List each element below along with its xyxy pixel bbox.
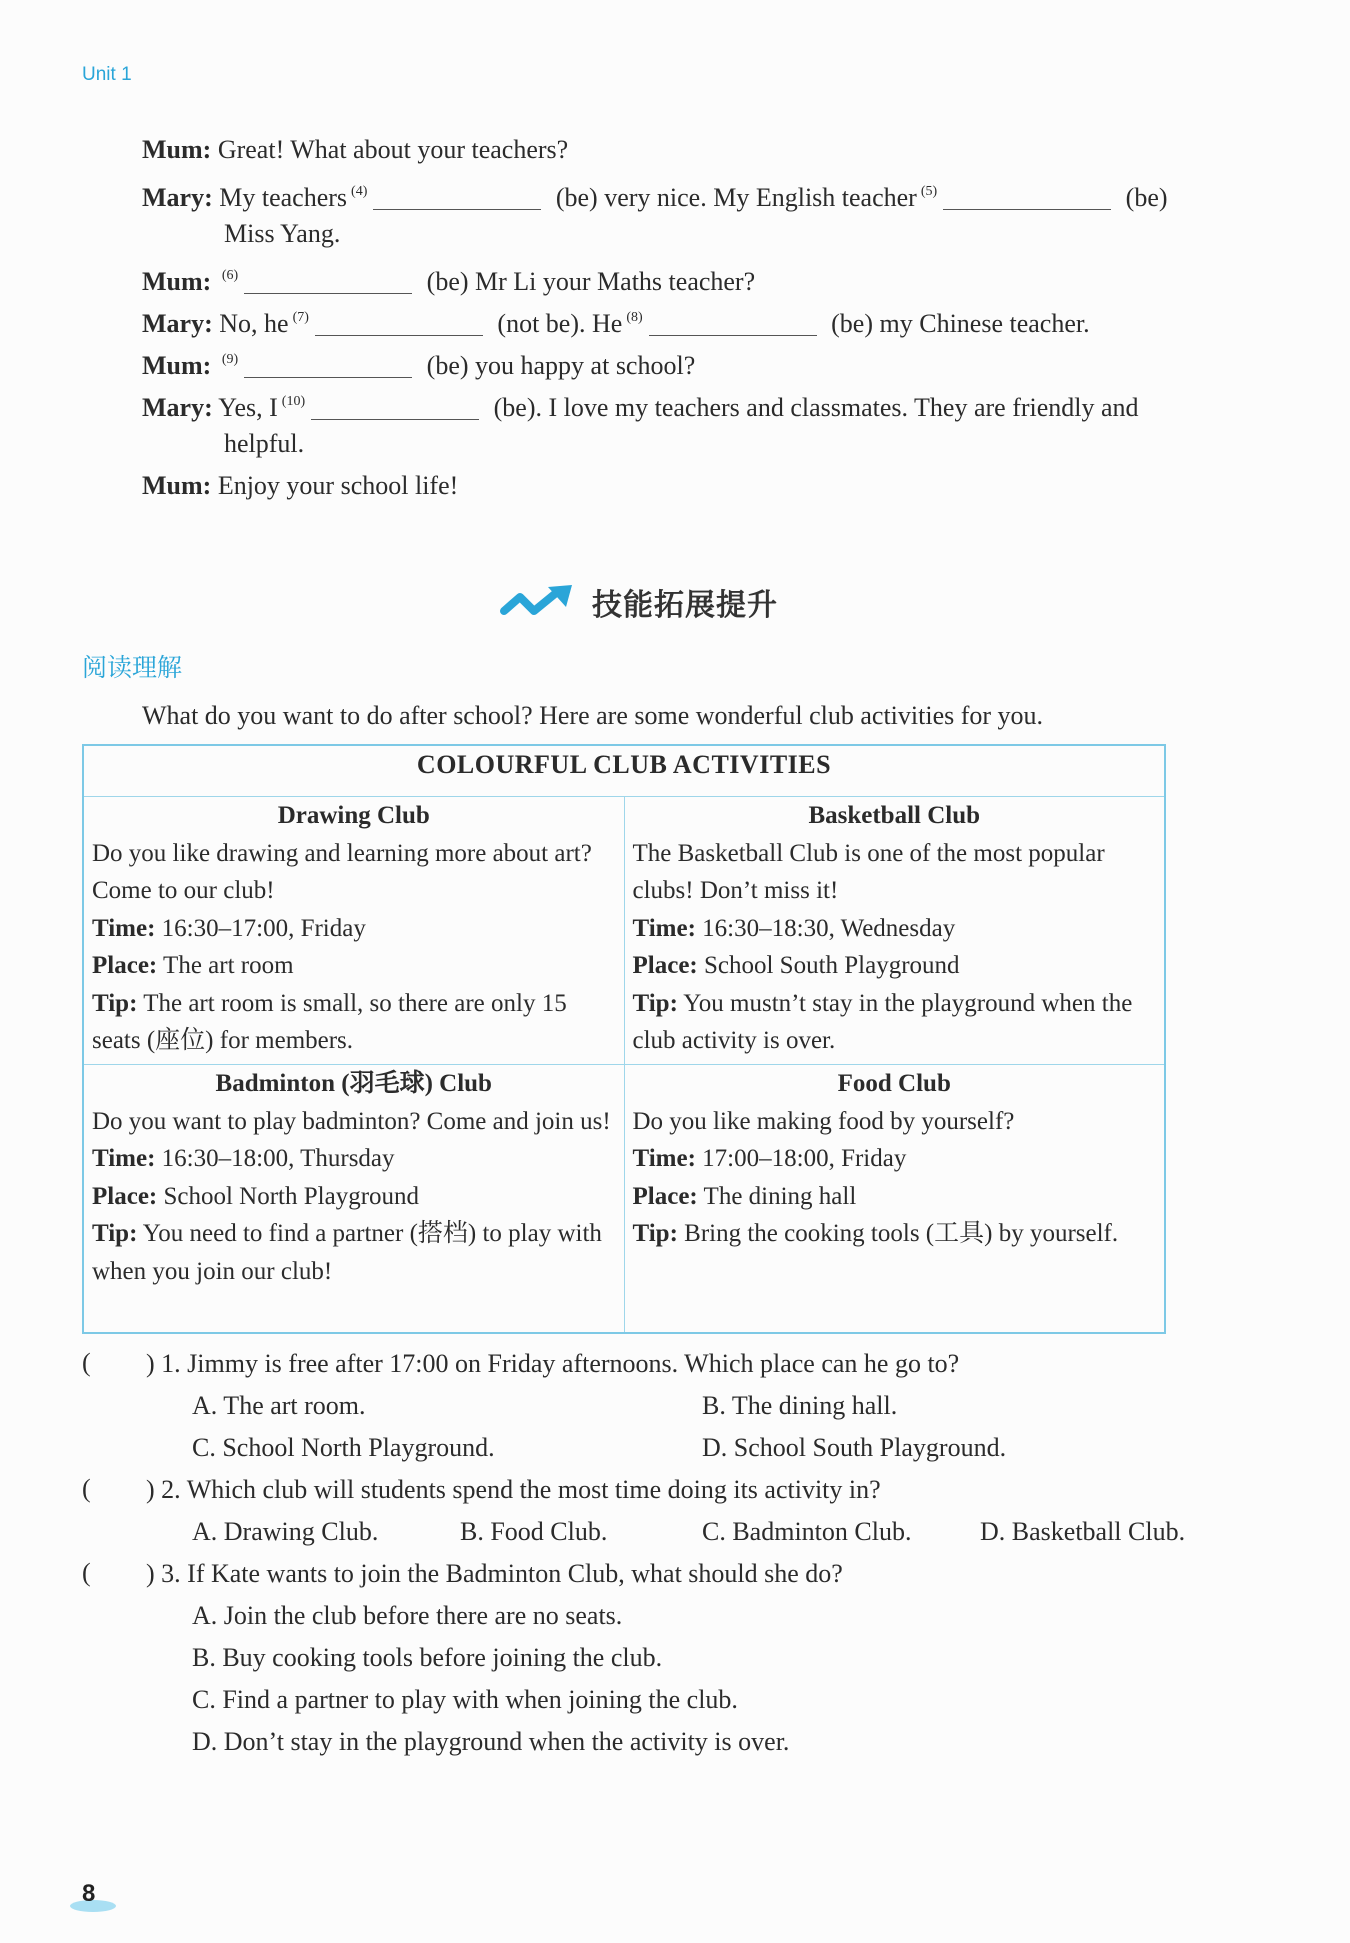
- dialogue-text: Enjoy your school life!: [217, 471, 459, 500]
- section-title: 技能拓展提升: [592, 588, 778, 623]
- blank-number: (8): [626, 310, 643, 325]
- club-desc: Do you like drawing and learning more about art? Come to our club!: [92, 839, 592, 904]
- field-value: The art room is small, so there are only 15 seats (座位) for members.: [92, 989, 567, 1054]
- club-desc: Do you want to play badminton? Come and join us!: [92, 1107, 611, 1135]
- club-name: Basketball Club: [808, 802, 981, 829]
- dialogue-line-8: [224, 428, 304, 460]
- option: C. School North Playground.: [192, 1433, 495, 1462]
- answer-blank[interactable]: [943, 187, 1111, 210]
- club-name: Drawing Club: [277, 802, 430, 829]
- dialogue-text: (be) Mr Li your Maths teacher?: [426, 267, 756, 296]
- option: D. Basketball Club.: [980, 1517, 1186, 1546]
- dialogue-text: helpful.: [224, 429, 305, 458]
- option: D. Don’t stay in the playground when the activity is over.: [192, 1727, 790, 1756]
- table-title: COLOURFUL CLUB ACTIVITIES: [83, 745, 1165, 797]
- dialogue-text: (not be). He: [497, 309, 623, 338]
- answer-blank[interactable]: [315, 313, 483, 336]
- blank-number: (10): [281, 394, 306, 409]
- club-desc: Do you like making food by yourself?: [632, 1107, 1015, 1135]
- option: A. Drawing Club.: [192, 1517, 379, 1546]
- club-time: [92, 1140, 616, 1178]
- speaker: Mum:: [142, 267, 212, 296]
- question-stem: ) 2. Which club will students spend the most time doing its activity in?: [146, 1475, 881, 1504]
- dialogue-text: Miss Yang.: [224, 219, 341, 248]
- page-number: 8: [82, 1880, 96, 1907]
- reading-label: 阅读理解: [82, 653, 183, 682]
- dialogue-line-3: [224, 218, 340, 250]
- dialogue-line-4: [142, 260, 755, 298]
- trend-arrow-icon: [500, 585, 574, 619]
- field-value: You mustn’t stay in the playground when the club activity is over.: [632, 989, 1133, 1054]
- dialogue-text: My teachers: [219, 183, 348, 212]
- field-value: The art room: [163, 952, 294, 979]
- club-time: [92, 910, 616, 948]
- dialogue-text: Great! What about your teachers?: [217, 135, 569, 164]
- dialogue-line-7: [142, 386, 1139, 424]
- question-stem: ) 1. Jimmy is free after 17:00 on Friday afternoons. Which place can he go to?: [146, 1349, 960, 1378]
- club-cell-basketball: [624, 797, 1165, 1065]
- dialogue-line-5: [142, 302, 1090, 340]
- club-cell-drawing: [83, 797, 624, 1065]
- blank-number: (6): [221, 268, 239, 283]
- field-label: Tip:: [92, 989, 138, 1017]
- option: D. School South Playground.: [702, 1433, 1007, 1462]
- answer-blank[interactable]: [649, 313, 817, 336]
- field-label: Time:: [632, 1145, 696, 1172]
- unit-label: Unit 1: [82, 64, 132, 85]
- field-label: Time:: [92, 914, 156, 942]
- club-activities-table: [82, 744, 1166, 1334]
- club-place: [633, 947, 1157, 985]
- field-value: School North Playground: [163, 1182, 420, 1210]
- club-cell-badminton: [83, 1065, 624, 1333]
- field-label: Time:: [92, 1145, 156, 1172]
- club-place: [633, 1178, 1157, 1216]
- section-heading: [500, 580, 778, 624]
- dialogue-line-9: [142, 470, 458, 502]
- club-place: [92, 947, 616, 985]
- dialogue-text: Yes, I: [218, 393, 278, 422]
- field-label: Place:: [632, 952, 698, 979]
- option: C. Find a partner to play with when joining the club.: [192, 1685, 738, 1714]
- speaker: Mary:: [142, 309, 213, 338]
- field-label: Tip:: [632, 989, 678, 1017]
- field-label: Place:: [92, 1182, 158, 1210]
- field-value: 16:30–18:30, Wednesday: [702, 914, 956, 942]
- dialogue-text: (be) you happy at school?: [426, 351, 696, 380]
- field-label: Time:: [632, 914, 696, 942]
- answer-blank[interactable]: [311, 397, 479, 420]
- option: A. The art room.: [192, 1391, 366, 1420]
- field-value: 16:30–17:00, Friday: [161, 914, 366, 942]
- answer-bracket[interactable]: (: [82, 1558, 91, 1587]
- club-time: [633, 910, 1157, 948]
- club-tip: [92, 1215, 616, 1290]
- answer-blank[interactable]: [244, 271, 412, 294]
- field-label: Place:: [92, 952, 158, 979]
- club-time: [633, 1140, 1157, 1178]
- dialogue-text: (be): [1125, 183, 1168, 212]
- field-value: The dining hall: [703, 1182, 857, 1210]
- answer-bracket[interactable]: (: [82, 1348, 91, 1377]
- answer-blank[interactable]: [244, 355, 412, 378]
- speaker: Mary:: [142, 183, 213, 212]
- club-name: Food Club: [837, 1070, 951, 1097]
- blank-number: (4): [351, 184, 368, 199]
- field-value: Bring the cooking tools (工具) by yourself.: [684, 1220, 1119, 1247]
- option: B. The dining hall.: [702, 1391, 898, 1420]
- dialogue-text: (be) very nice. My English teacher: [555, 183, 917, 212]
- field-value: School South Playground: [703, 952, 960, 979]
- field-label: Place:: [632, 1182, 698, 1210]
- option: C. Badminton Club.: [702, 1517, 912, 1546]
- speaker: Mum:: [142, 135, 212, 164]
- club-tip: [92, 985, 616, 1060]
- dialogue-line-6: [142, 344, 695, 382]
- option: A. Join the club before there are no seats.: [192, 1601, 623, 1630]
- club-cell-food: [624, 1065, 1165, 1333]
- dialogue-line-2: [142, 176, 1168, 214]
- field-value: 17:00–18:00, Friday: [702, 1145, 907, 1172]
- reading-intro: What do you want to do after school? Here are some wonderful club activities for you.: [142, 701, 1044, 730]
- club-tip: [633, 985, 1157, 1060]
- speaker: Mum:: [142, 351, 212, 380]
- answer-bracket[interactable]: (: [82, 1474, 91, 1503]
- speaker: Mum:: [142, 471, 212, 500]
- speaker: Mary:: [142, 393, 213, 422]
- blank-number: (5): [920, 184, 938, 199]
- dialogue-text: (be). I love my teachers and classmates. They are friendly and: [493, 393, 1139, 422]
- club-name: Badminton (羽毛球) Club: [215, 1070, 492, 1097]
- club-tip: [633, 1215, 1157, 1253]
- option: B. Food Club.: [460, 1517, 608, 1546]
- club-place: [92, 1178, 616, 1216]
- field-label: Tip:: [92, 1220, 138, 1247]
- blank-number: (7): [292, 310, 309, 325]
- dialogue-text: No, he: [219, 309, 289, 338]
- field-value: 16:30–18:00, Thursday: [161, 1145, 395, 1172]
- dialogue-text: (be) my Chinese teacher.: [831, 309, 1090, 338]
- dialogue-line-1: [142, 134, 568, 166]
- field-label: Tip:: [632, 1220, 678, 1247]
- field-value: You need to find a partner (搭档) to play with when you join our club!: [92, 1220, 602, 1285]
- club-desc: The Basketball Club is one of the most popular clubs! Don’t miss it!: [632, 839, 1105, 904]
- blank-number: (9): [221, 352, 239, 367]
- question-stem: ) 3. If Kate wants to join the Badminton Club, what should she do?: [146, 1559, 843, 1588]
- option: B. Buy cooking tools before joining the club.: [192, 1643, 663, 1672]
- answer-blank[interactable]: [373, 187, 541, 210]
